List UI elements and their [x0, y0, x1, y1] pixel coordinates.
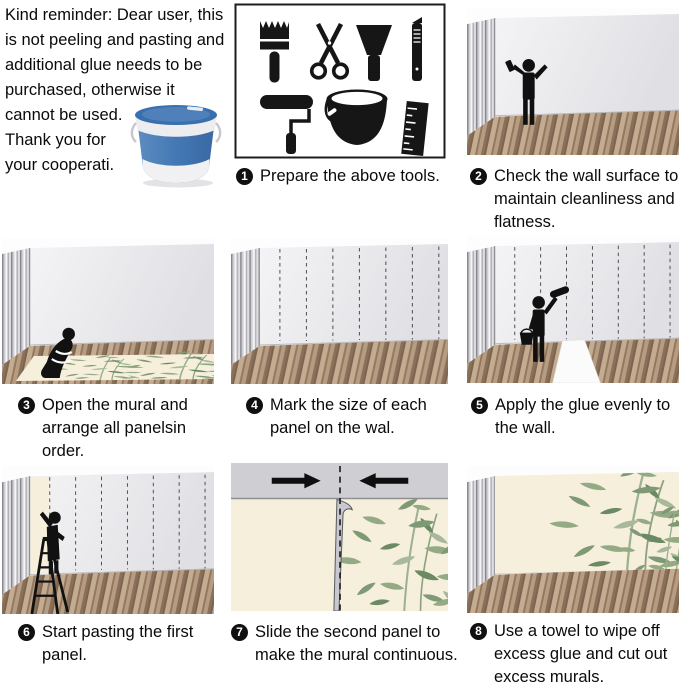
scene-step-5-apply-glue — [467, 236, 679, 383]
scene-step-3-open-mural — [2, 238, 214, 384]
step-number-badge: 1 — [236, 168, 253, 185]
tools-box — [234, 3, 446, 159]
step-caption-7 — [231, 621, 458, 667]
reminder-line: your cooperati. — [5, 156, 115, 174]
step-number-badge: 5 — [471, 397, 488, 414]
caption-line: Check the wall surface to — [494, 167, 679, 185]
step-number-badge: 2 — [470, 168, 487, 185]
step-number-badge: 3 — [18, 397, 35, 414]
step-caption-4 — [246, 394, 427, 440]
scene-step-2-check-wall — [467, 8, 679, 155]
reminder-line: cannot be used. — [5, 106, 123, 124]
caption-line: panel on the wal. — [270, 419, 395, 437]
caption-line: Start pasting the first — [42, 623, 194, 641]
caption-line: Apply the glue evenly to — [495, 396, 671, 414]
caption-line: panel. — [42, 646, 87, 664]
step-caption-3 — [18, 394, 188, 463]
step-caption-2 — [470, 165, 678, 234]
reminder-line: Thank you for — [5, 131, 106, 149]
scene-step-8-finished-mural — [467, 466, 679, 613]
caption-line: order. — [42, 442, 85, 460]
step-number-badge: 7 — [231, 624, 248, 641]
step-caption-6 — [18, 621, 193, 667]
reminder-line: Kind reminder: Dear user, this — [5, 6, 224, 24]
scene-step-7-slide-panel — [231, 463, 448, 611]
glue-bucket-icon — [132, 105, 220, 188]
scene-step-4-mark-panels — [231, 238, 448, 384]
step-number-badge: 8 — [470, 623, 487, 640]
caption-line: maintain cleanliness and — [494, 190, 675, 208]
caption-line: arrange all panelsin — [42, 419, 187, 437]
reminder-line: is not peeling and pasting and — [5, 31, 225, 49]
step-number-badge: 4 — [246, 397, 263, 414]
caption-line: Slide the second panel to — [255, 623, 441, 641]
caption-line: the wall. — [495, 419, 556, 437]
caption-line: flatness. — [494, 213, 556, 231]
caption-line: Use a towel to wipe off — [494, 622, 660, 640]
caption-line: make the mural continuous. — [255, 646, 458, 664]
caption-line: Prepare the above tools. — [260, 167, 440, 185]
room-background — [231, 238, 448, 384]
caption-line: excess glue and cut out — [494, 645, 668, 663]
caption-line: excess murals. — [494, 668, 605, 686]
reminder-line: additional glue needs to be — [5, 56, 203, 74]
caption-line: Mark the size of each — [270, 396, 427, 414]
step-caption-5 — [471, 394, 670, 440]
room-background — [467, 8, 679, 155]
utility-knife-icon — [412, 17, 422, 81]
step-caption-8 — [470, 620, 667, 689]
caption-line: Open the mural and — [42, 396, 188, 414]
reminder-line: purchased, otherwise it — [5, 81, 175, 99]
step-caption-1 — [236, 165, 440, 188]
glue-bucket-image — [129, 99, 223, 189]
step-number-badge: 6 — [18, 624, 35, 641]
scene-step-6-paste-first-panel — [2, 466, 214, 614]
